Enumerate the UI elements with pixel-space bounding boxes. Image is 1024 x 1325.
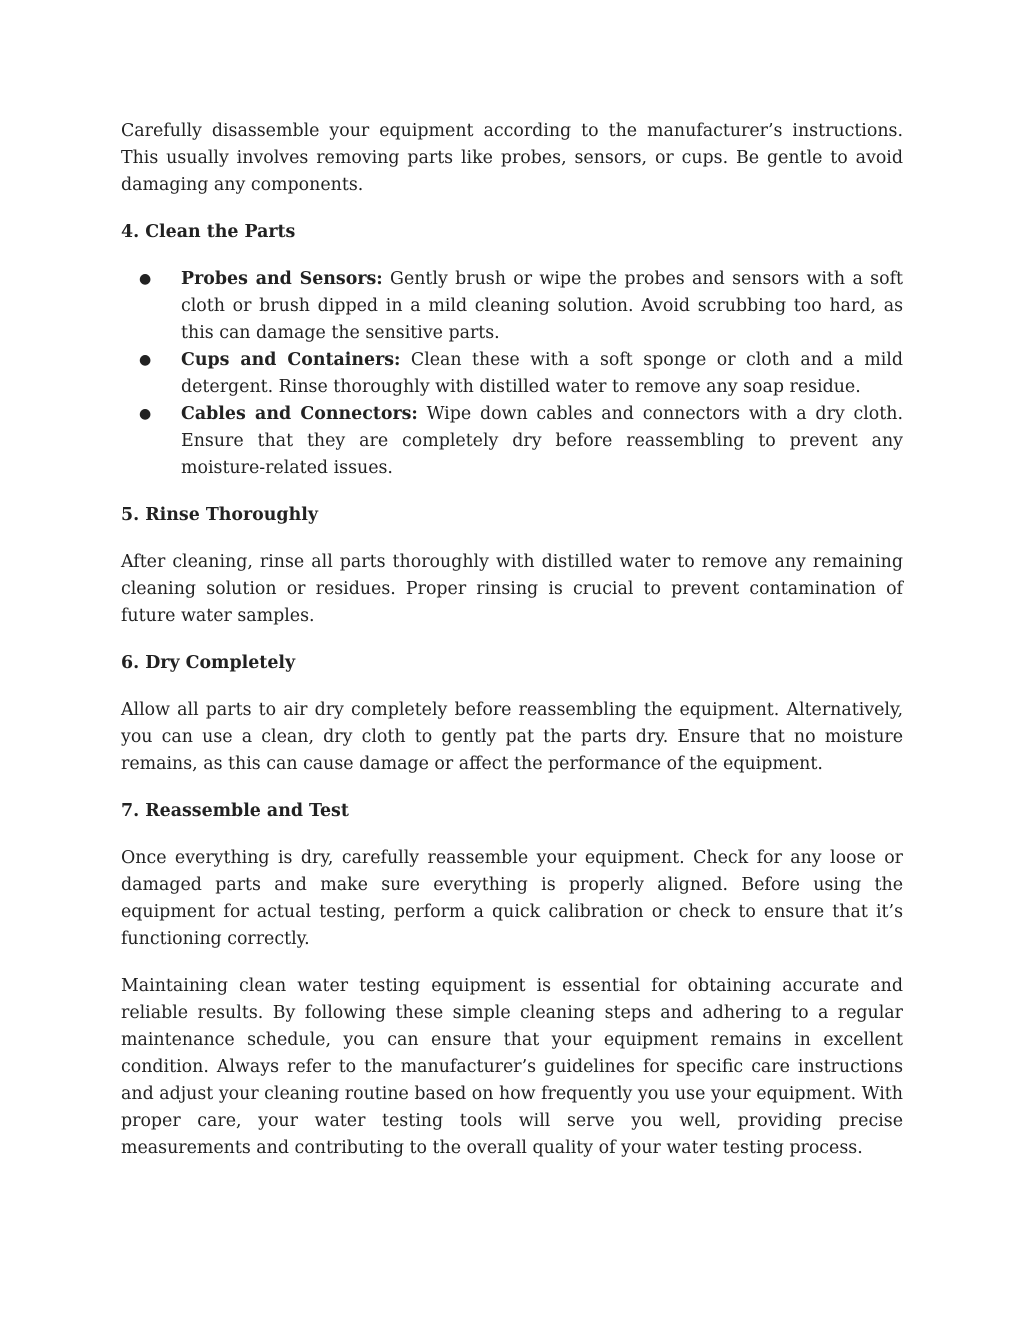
bullet-text: Gently brush or wipe the probes and sensors with a soft cloth or brush dipped in a mild cleaning solution. Avoid scrubbing too hard, as this can damage the sensitive parts. [181,269,903,343]
intro-paragraph: Carefully disassemble your equipment according to the manufacturer’s instructions. This usually involves removing parts like probes, sensors, or cups. Be gentle to avoid damaging any components. [121,121,903,195]
bullet-text: Wipe down cables and connectors with a dry cloth. Ensure that they are completely dry before reassembling to prevent any moisture-related issues. [181,404,903,478]
bullet-term: Cups and Containers: [181,350,401,370]
heading-rinse-thoroughly: 5. Rinse Thoroughly [121,505,318,525]
conclusion-paragraph: Maintaining clean water testing equipment is essential for obtaining accurate and reliable results. By following these simple cleaning steps and adhering to a regular maintenance schedule, you can ensure that your equipment remains in excellent condition. Always refer to the manufacturer’s guidelines for specific care instructions and adjust your cleaning routine based on how frequently you use your equipment. With proper care, your water testing tools will serve you well, providing precise measurements and contributing to the overall quality of your water testing process. [121,976,903,1158]
heading-clean-the-parts: 4. Clean the Parts [121,222,296,242]
rinse-paragraph: After cleaning, rinse all parts thoroughly with distilled water to remove any remaining cleaning solution or residues. Proper rinsing is crucial to prevent contamination of future water samples. [121,552,903,626]
list-item [121,401,903,482]
bullet-term: Probes and Sensors: [181,269,383,289]
dry-paragraph: Allow all parts to air dry completely before reassembling the equipment. Alternatively, you can use a clean, dry cloth to gently pat the parts dry. Ensure that no moisture remains, as this can cause damage or affect the performance of the equipment. [121,700,903,774]
bullet-icon: ● [139,271,152,287]
bullet-text: Clean these with a soft sponge or cloth and a mild detergent. Rinse thoroughly with distilled water to remove any soap residue. [181,350,903,397]
bullet-icon: ● [139,352,152,368]
list-item [121,266,903,347]
bullet-term: Cables and Connectors: [181,404,418,424]
document-page [121,118,903,1182]
heading-reassemble-and-test: 7. Reassemble and Test [121,801,349,821]
reassemble-paragraph: Once everything is dry, carefully reassemble your equipment. Check for any loose or damaged parts and make sure everything is properly aligned. Before using the equipment for actual testing, perform a quick calibration or check to ensure that it’s functioning correctly. [121,848,903,949]
bullet-icon: ● [139,406,152,422]
clean-parts-list [121,266,903,482]
heading-dry-completely: 6. Dry Completely [121,653,296,673]
list-item [121,347,903,401]
